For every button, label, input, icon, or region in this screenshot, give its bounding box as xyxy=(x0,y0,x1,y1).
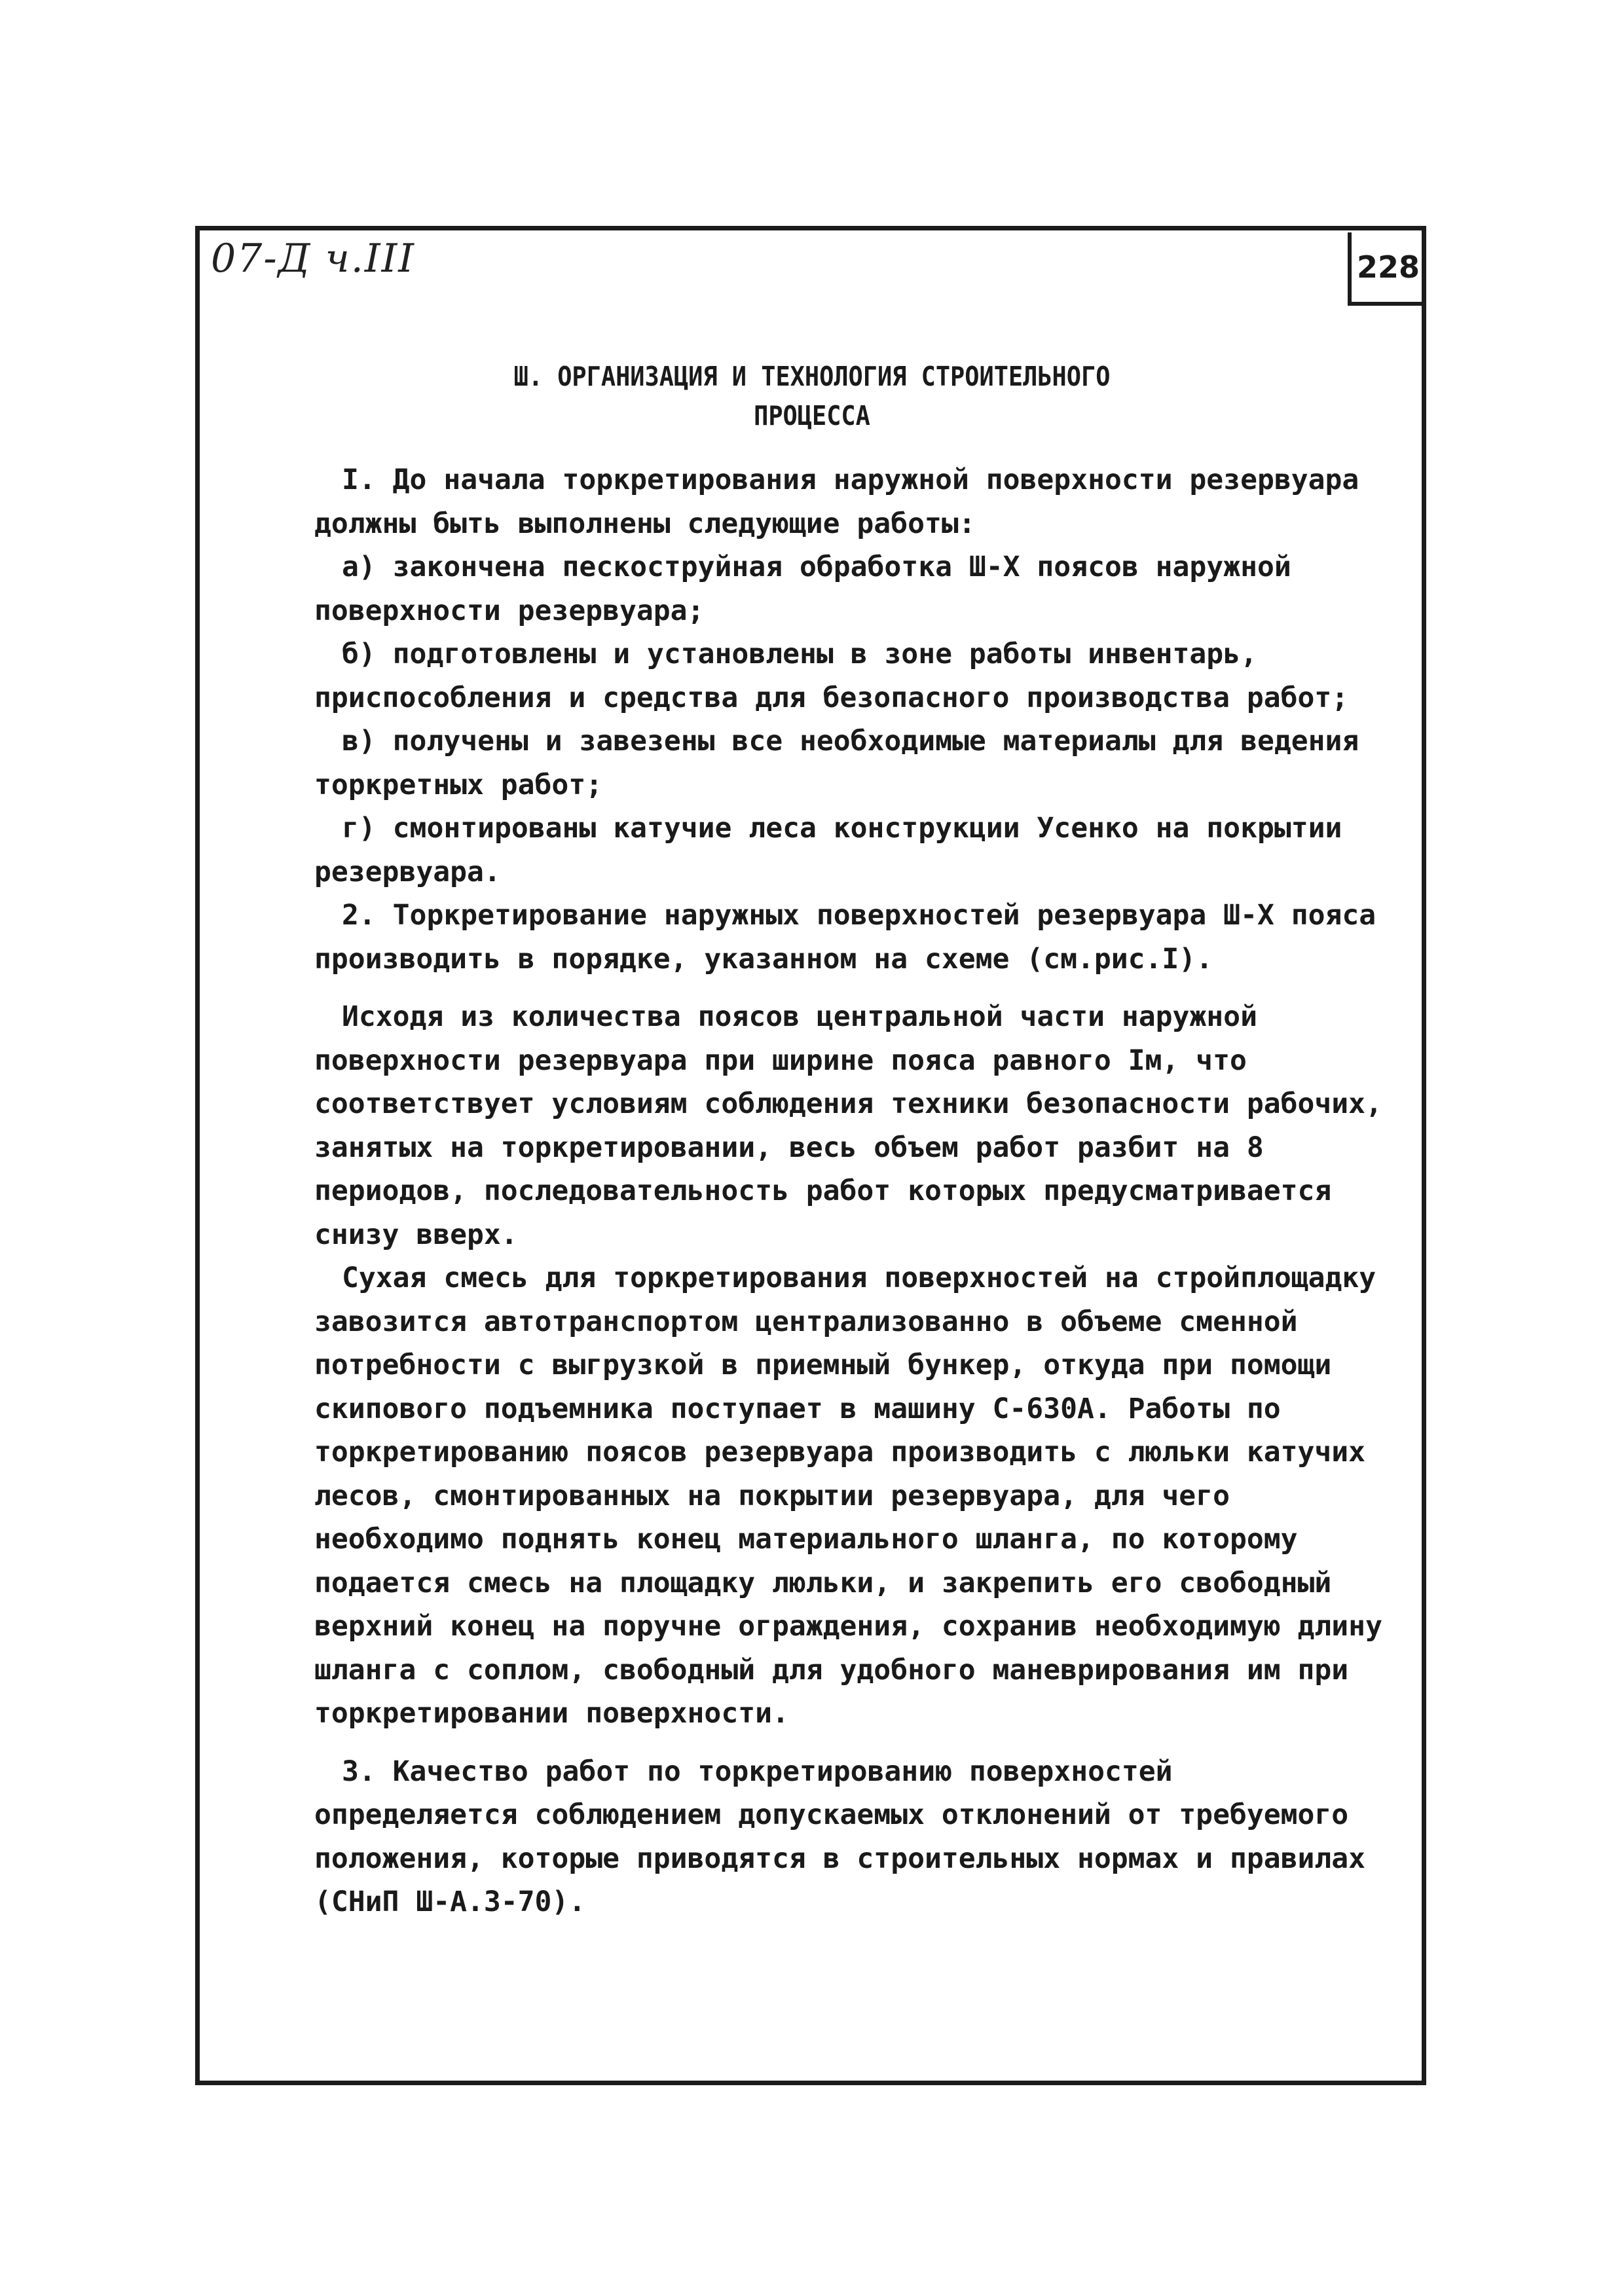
item-1-a: а) закончена пескоструйная обработка Ш-Х поясов наружной поверхности резервуара; xyxy=(314,551,1291,627)
item-1-c: в) получены и завезены все необходимые материалы для ведения торкретных работ; xyxy=(314,725,1359,801)
page-number: 228 xyxy=(1348,232,1425,306)
item-2: 2. Торкретирование наружных поверхностей резервуара Ш-Х пояса производить в порядке, указанном на схеме (см.рис.I). xyxy=(314,899,1376,975)
document-body xyxy=(314,458,1388,1924)
section-title-line1: Ш. ОРГАНИЗАЦИЯ И ТЕХНОЛОГИЯ СТРОИТЕЛЬНОГО xyxy=(513,361,1111,392)
item-1-intro: I. До начала торкретирования наружной поверхности резервуара должны быть выполнены следующие работы: xyxy=(314,464,1359,540)
section-title-line2: ПРОЦЕССА xyxy=(754,400,870,431)
document-code-stamp: 07-Д ч.III xyxy=(211,236,415,282)
item-1-b: б) подготовлены и установлены в зоне работы инвентарь, приспособления и средства для безопасного производства работ; xyxy=(314,638,1349,714)
paragraph-dry-mix: Сухая смесь для торкретирования поверхностей на стройплощадку завозится автотранспортом централизованно в объеме сменной потребности с выгрузкой в приемный бункер, откуда при помощи скипового подъемника поступает в машину С-630А. Работы по торкретированию поясов резервуара производить с люльки катучих лесов, смонтированных на покрытии резервуара, для чего необходимо поднять конец материального шланга, по которому подается смесь на площадку люльки, и закрепить его свободный верхний конец на поручне ограждения, сохранив необходимую длину шланга с соплом, свободный для удобного маневрирования им при торкретировании поверхности. xyxy=(314,1262,1382,1730)
paragraph-periods: Исходя из количества поясов центральной части наружной поверхности резервуара при ширине пояса равного Iм, что соответствует условиям соблюдения техники безопасности рабочих, занятых на торкретировании, весь объем работ разбит на 8 периодов, последовательность работ которых предусматривается снизу вверх. xyxy=(314,1000,1382,1251)
item-1-d: г) смонтированы катучие леса конструкции Усенко на покрытии резервуара. xyxy=(314,812,1342,888)
item-3: 3. Качество работ по торкретированию поверхностей определяется соблюдением допускаемых отклонений от требуемого положения, которые приводятся в строительных нормах и правилах (СНиП Ш-А.3-70). xyxy=(314,1755,1366,1918)
section-title xyxy=(341,357,1283,435)
